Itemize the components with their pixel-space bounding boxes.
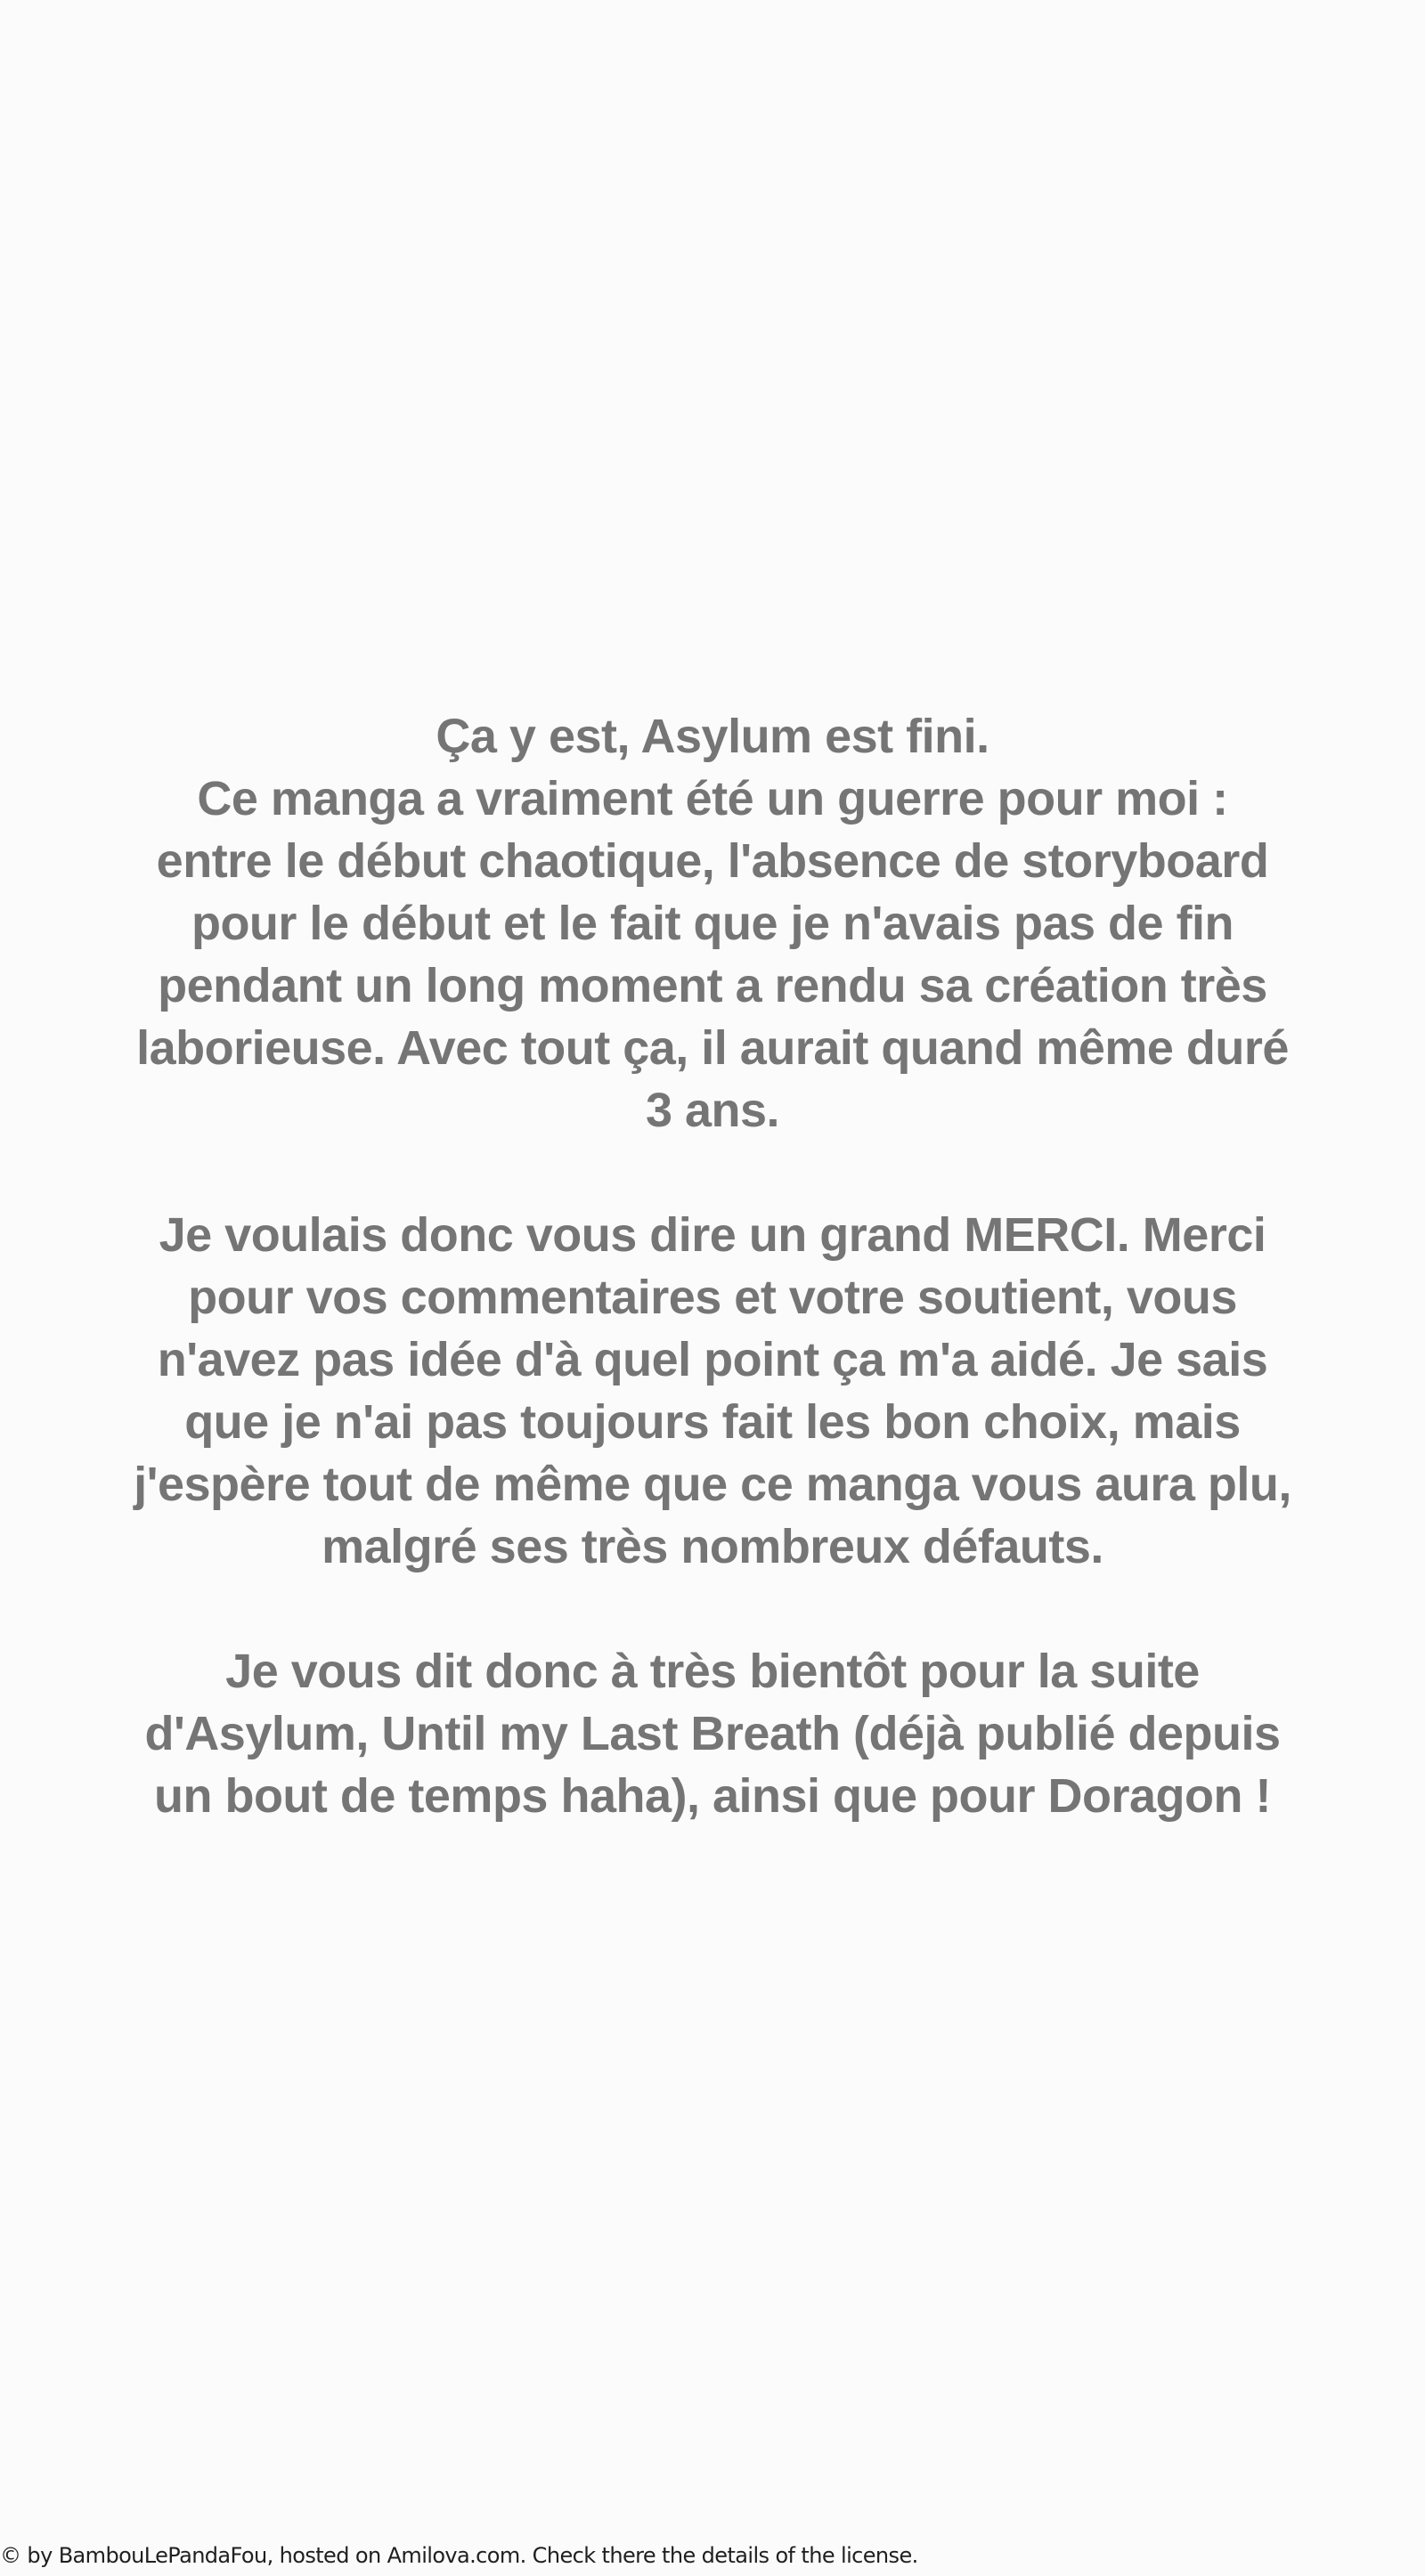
text-line: 3 ans. (645, 1084, 780, 1137)
text-line: laborieuse. Avec tout ça, il aurait quand même duré (136, 1021, 1289, 1075)
paragraph-ending-announcement (80, 705, 1345, 1142)
text-line: Je vous dit donc à très bientôt pour la suite (225, 1645, 1200, 1698)
text-line: pour vos commentaires et votre soutient, vous (188, 1271, 1237, 1324)
text-line: j'espère tout de même que ce manga vous aura plu, (134, 1458, 1291, 1511)
text-line: un bout de temps haha), ainsi que pour Doragon ! (153, 1769, 1272, 1823)
text-line: pour le début et le fait que je n'avais pas de fin (191, 897, 1234, 950)
paragraph-farewell (80, 1640, 1345, 1827)
text-line: Ça y est, Asylum est fini. (436, 710, 989, 763)
paragraph-thanks (80, 1204, 1345, 1578)
text-line: Ce manga a vraiment été un guerre pour moi : (197, 772, 1228, 825)
license-footer: © by BambouLePandaFou, hosted on Amilova.com. Check there the details of the license. (0, 2543, 918, 2568)
text-line: malgré ses très nombreux défauts. (322, 1520, 1103, 1573)
text-line: n'avez pas idée d'à quel point ça m'a aidé. Je sais (157, 1333, 1268, 1386)
text-line: Je voulais donc vous dire un grand MERCI. Merci (159, 1208, 1266, 1262)
text-line: d'Asylum, Until my Last Breath (déjà publié depuis (144, 1707, 1281, 1760)
text-line: que je n'ai pas toujours fait les bon choix, mais (184, 1395, 1241, 1449)
text-line: entre le début chaotique, l'absence de storyboard (156, 834, 1269, 888)
text-line: pendant un long moment a rendu sa création très (158, 959, 1267, 1012)
